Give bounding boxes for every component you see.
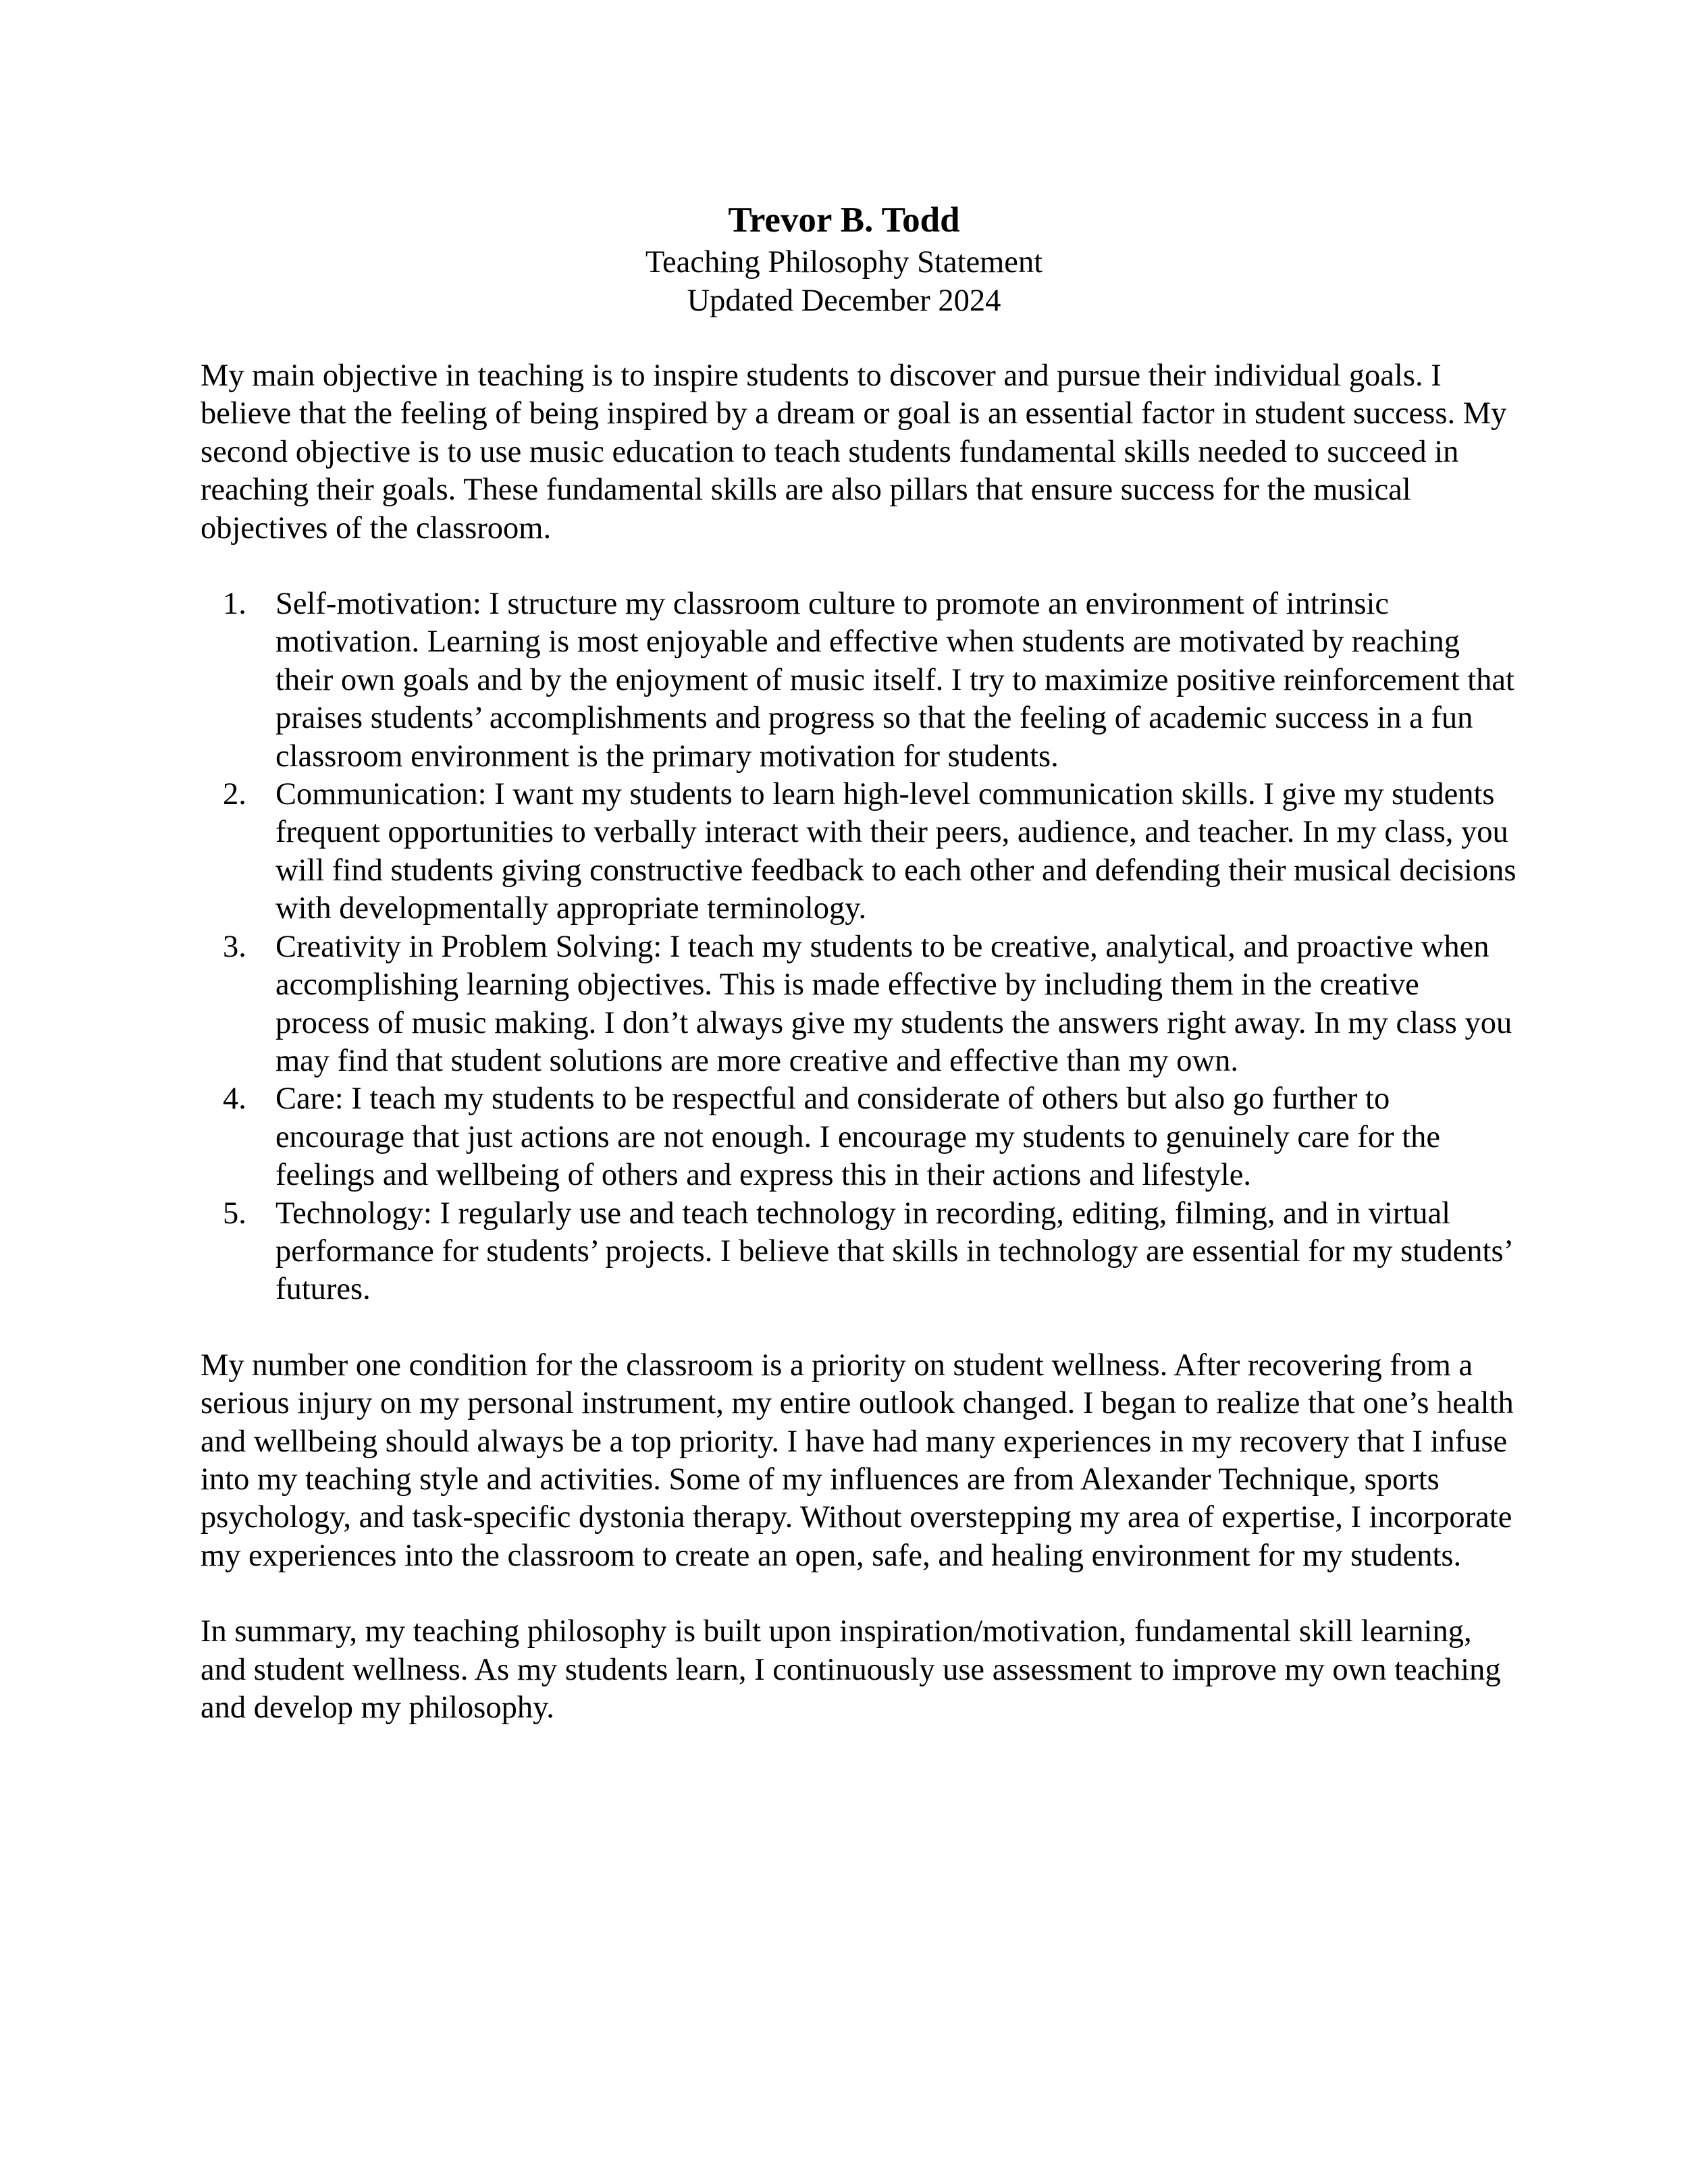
list-item-text: Communication: I want my students to learn high-level communication skills. I give my students frequent opportunities to verbally interact with their peers, audience, and teacher. In my class, you will find students giving constructive feedback to each other and defending their musical decisions with developmentally appropriate terminology. xyxy=(275,777,1516,926)
skills-list xyxy=(201,585,1517,1309)
list-item xyxy=(201,585,1517,776)
list-item-text: Technology: I regularly use and teach technology in recording, editing, filming, and in virtual performance for students’ projects. I believe that skills in technology are essential for my students’ futures. xyxy=(275,1196,1512,1307)
list-item xyxy=(201,1195,1517,1309)
author-name: Trevor B. Todd xyxy=(728,201,960,240)
intro-paragraph: My main objective in teaching is to inspire students to discover and pursue their individual goals. I believe that the feeling of being inspired by a dream or goal is an essential factor in student success. My second objective is to use music education to teach students fundamental skills needed to succeed in reaching their goals. These fundamental skills are also pillars that ensure success for the musical objectives of the classroom. xyxy=(201,358,1507,545)
list-item xyxy=(201,776,1517,928)
list-number: 1. xyxy=(223,587,246,622)
document-title: Teaching Philosophy Statement xyxy=(645,245,1043,279)
list-item xyxy=(201,928,1517,1081)
list-number: 5. xyxy=(223,1196,246,1231)
list-item-text: Self-motivation: I structure my classroom culture to promote an environment of intrinsic motivation. Learning is most enjoyable and effective when students are motivated by reaching their own goals and by the enjoyment of music itself. I try to maximize positive reinforcement that praises students’ accomplishments and progress so that the feeling of academic success in a fun classroom environment is the primary motivation for students. xyxy=(275,587,1514,774)
document-header xyxy=(0,197,1688,320)
document-body xyxy=(201,357,1517,1727)
wellness-paragraph: My number one condition for the classroom is a priority on student wellness. After recovering from a serious injury on my personal instrument, my entire outlook changed. I began to realize that one’s health and wellbeing should always be a top priority. I have had many experiences in my recovery that I infuse into my teaching style and activities. Some of my influences are from Alexander Technique, sports psychology, and task-specific dystonia therapy. Without overstepping my area of expertise, I incorporate my experiences into the classroom to create an open, safe, and healing environment for my students. xyxy=(201,1348,1514,1573)
updated-date: Updated December 2024 xyxy=(687,284,1001,318)
list-number: 3. xyxy=(223,929,246,964)
list-item-text: Creativity in Problem Solving: I teach my students to be creative, analytical, and proactive when accomplishing learning objectives. This is made effective by including them in the creative process of music making. I don’t always give my students the answers right away. In my class you may find that student solutions are more creative and effective than my own. xyxy=(275,929,1512,1078)
summary-paragraph: In summary, my teaching philosophy is built upon inspiration/motivation, fundamental skill learning, and student wellness. As my students learn, I continuously use assessment to improve my own teaching and develop my philosophy. xyxy=(201,1614,1501,1725)
list-item-text: Care: I teach my students to be respectful and considerate of others but also go further to encourage that just actions are not enough. I encourage my students to genuinely care for the feelings and wellbeing of others and express this in their actions and lifestyle. xyxy=(275,1082,1441,1193)
list-number: 2. xyxy=(223,777,246,812)
list-item xyxy=(201,1080,1517,1194)
list-number: 4. xyxy=(223,1082,246,1117)
